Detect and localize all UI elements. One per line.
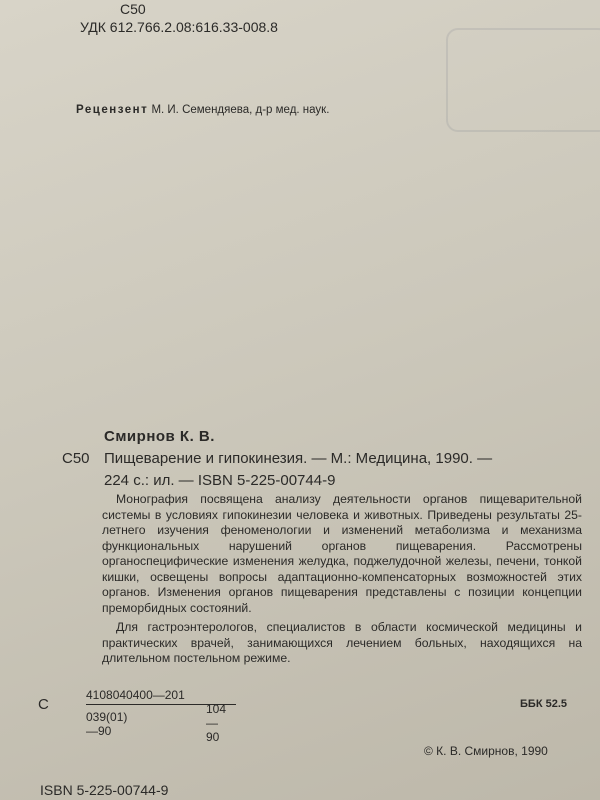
udk-line: УДК 612.766.2.08:616.33-008.8	[80, 19, 278, 35]
bbk-bottom: ББК 52.5	[520, 698, 567, 710]
isbn-line: ISBN 5-225-00744-9	[40, 782, 169, 798]
title-line: Пищеварение и гипокинезия. — М.: Медицина, 1990. —	[104, 450, 493, 467]
bbk-code: С50	[120, 1, 146, 17]
annotation	[102, 492, 582, 667]
annotation-paragraph: Монография посвящена анализу деятельности органов пищеварительной системы в условиях гипокинезии человека и животных. Приведены результаты 25-летнего изучения феноменологии и изменений метаболизма и механизма функциональных нарушений органов пищеварения. Рассмотрены органоспецифические изменения желудка, поджелудочной железы, печени, тонкой кишки, освещены вопросы адаптационно-компенсаторных возможностей этих органов. Изменения органов пищеварения представлены с позиции концепции преморбидных состояний.	[102, 492, 582, 615]
copyright-line: © К. В. Смирнов, 1990	[424, 744, 548, 758]
reviewer-label: Рецензент	[76, 104, 149, 116]
audience-paragraph: Для гастроэнтерологов, специалистов в области космической медицины и практических врачей, занимающихся лечением больных, находящихся на длительном постельном режиме.	[102, 620, 582, 665]
classification-header	[80, 0, 278, 36]
physical-description: 224 с.: ил. — ISBN 5-225-00744-9	[104, 472, 336, 489]
reviewer-line	[76, 104, 329, 116]
author-name: Смирнов К. В.	[104, 428, 215, 445]
reviewer-text: М. И. Семендяева, д-р мед. наук.	[151, 104, 330, 116]
formula-letter: С	[38, 696, 49, 713]
catalog-code: С50	[62, 450, 90, 467]
show-through-cover-text	[446, 28, 600, 132]
formula-denominator: 039(01)—90	[86, 710, 128, 738]
formula-side: 104—90	[206, 702, 227, 744]
formula-numerator: 4108040400—201	[86, 688, 236, 705]
